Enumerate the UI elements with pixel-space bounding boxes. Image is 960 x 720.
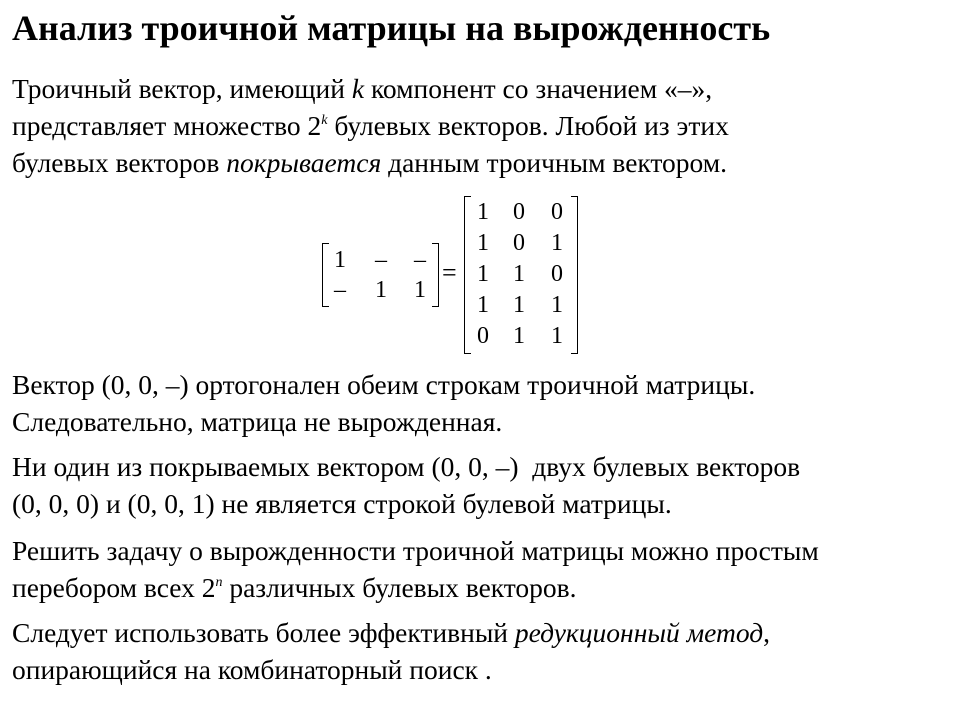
slide-title: Анализ троичной матрицы на вырожденность	[12, 8, 771, 48]
left-matrix-close-bracket	[432, 243, 439, 307]
left-matrix-open-bracket	[322, 243, 329, 307]
text: различных булевых векторов.	[222, 572, 577, 603]
right-matrix-cell: 1	[513, 323, 525, 349]
text: Вектор (0, 0, –) ортогонален обеим строкам троичной матрицы.	[12, 369, 756, 400]
right-matrix-cell: 1	[513, 261, 525, 287]
right-matrix-cell: 1	[551, 292, 563, 318]
left-matrix-cell: 1	[375, 277, 387, 303]
paragraph-orthogonal	[12, 366, 950, 440]
left-matrix-cell: –	[334, 277, 346, 303]
equals-sign: =	[442, 258, 457, 287]
right-matrix-cell: 0	[513, 230, 525, 256]
right-matrix-cell: 0	[551, 261, 563, 287]
emphasis-reduction-method: редукционный метод	[514, 617, 764, 648]
text: компонент со значением «–»,	[364, 73, 713, 104]
text: перебором всех 2	[12, 572, 216, 603]
text: Решить задачу о вырожденности троичной матрицы можно простым	[12, 535, 819, 566]
right-matrix-cell: 0	[513, 199, 525, 225]
right-matrix-close-bracket	[571, 196, 578, 354]
right-matrix-cell: 1	[477, 292, 489, 318]
right-matrix-cell: 1	[477, 261, 489, 287]
emphasis-covered: покрывается	[226, 147, 382, 178]
left-matrix-cell: –	[414, 247, 426, 273]
text: опирающийся на комбинаторный поиск .	[12, 654, 492, 685]
exponent-n: n	[215, 575, 223, 590]
paragraph-ternary-vector	[12, 70, 950, 181]
text: Следовательно, матрица не вырожденная.	[12, 406, 503, 437]
right-matrix-cell: 0	[477, 323, 489, 349]
text: представляет множество 2	[12, 110, 322, 141]
var-k: k	[351, 73, 365, 104]
text: булевых векторов. Любой из этих	[327, 110, 729, 141]
paragraph-covered-vectors	[12, 448, 950, 522]
right-matrix-cell: 1	[477, 230, 489, 256]
right-matrix-open-bracket	[464, 196, 471, 354]
text: Следует использовать более эффективный	[12, 617, 515, 648]
right-matrix-cell: 1	[477, 199, 489, 225]
text: ,	[763, 617, 771, 648]
text: Ни один из покрываемых вектором (0, 0, –) двух булевых векторов	[12, 451, 801, 482]
text: булевых векторов	[12, 147, 227, 178]
left-matrix-cell: 1	[334, 247, 346, 273]
text: Троичный вектор, имеющий	[12, 73, 352, 104]
right-matrix-cell: 0	[551, 199, 563, 225]
text: данным троичным вектором.	[381, 147, 728, 178]
left-matrix-cell: 1	[414, 277, 426, 303]
left-matrix-cell: –	[375, 247, 387, 273]
right-matrix-cell: 1	[551, 323, 563, 349]
right-matrix-cell: 1	[551, 230, 563, 256]
paragraph-brute-force	[12, 532, 950, 606]
paragraph-reduction-method	[12, 614, 950, 688]
text: (0, 0, 0) и (0, 0, 1) не является строкой булевой матрицы.	[12, 488, 672, 519]
exponent-k: k	[321, 113, 328, 128]
right-matrix-cell: 1	[513, 292, 525, 318]
